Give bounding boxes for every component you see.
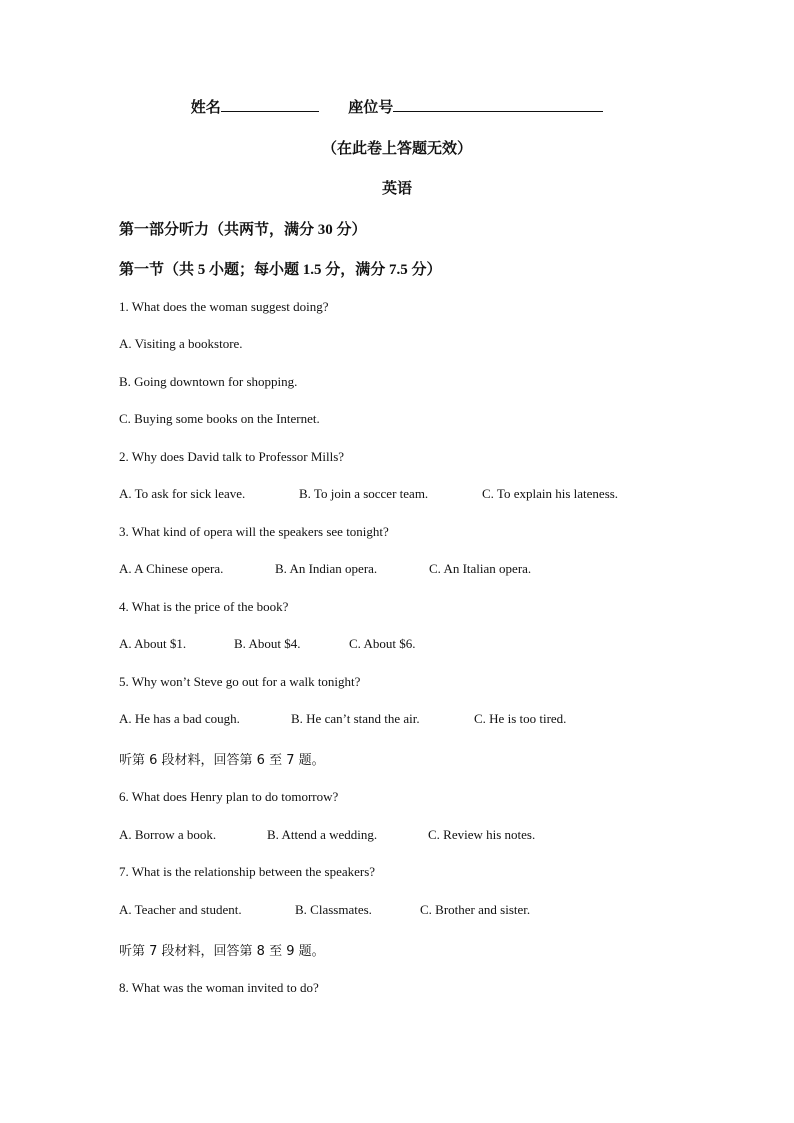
instruction-6: 听第 6 段材料，回答第 6 至 7 题。 <box>119 753 325 768</box>
section-title: 第一节（共 5 小题；每小题 1.5 分，满分 7.5 分） <box>119 262 442 278</box>
q6-option-a: A. Borrow a book. <box>119 827 217 842</box>
q7-option-b: B. Classmates. <box>295 902 372 917</box>
q6-option-c: C. Review his notes. <box>428 827 536 842</box>
question-1: 1. What does the woman suggest doing? <box>119 299 329 314</box>
question-4: 4. What is the price of the book? <box>119 599 289 614</box>
q4-option-b: B. About $4. <box>234 636 301 651</box>
name-blank[interactable] <box>221 97 319 112</box>
question-3: 3. What kind of opera will the speakers see tonight? <box>119 524 389 539</box>
q4-options <box>119 636 415 652</box>
q6-options <box>119 827 535 843</box>
name-label: 姓名 <box>190 100 221 116</box>
seat-blank[interactable] <box>393 97 603 112</box>
q7-option-c: C. Brother and sister. <box>420 902 531 917</box>
question-8: 8. What was the woman invited to do? <box>119 980 319 995</box>
question-2: 2. Why does David talk to Professor Mills? <box>119 449 345 464</box>
q4-option-c: C. About $6. <box>349 636 416 651</box>
q3-option-b: B. An Indian opera. <box>275 561 378 576</box>
q5-options <box>119 711 566 727</box>
part-title: 第一部分听力（共两节，满分 30 分） <box>119 222 367 238</box>
question-5: 5. Why won’t Steve go out for a walk tonight? <box>119 674 361 689</box>
q1-option-b: B. Going downtown for shopping. <box>119 374 298 389</box>
q1-option-a: A. Visiting a bookstore. <box>119 336 243 351</box>
seat-field[interactable] <box>348 96 603 117</box>
name-field[interactable] <box>191 96 319 117</box>
q5-option-a: A. He has a bad cough. <box>119 711 240 726</box>
subject-title: 英语 <box>381 181 412 197</box>
q1-option-c: C. Buying some books on the Internet. <box>119 411 320 426</box>
instruction-7: 听第 7 段材料，回答第 8 至 9 题。 <box>119 944 325 959</box>
notice-text: （在此卷上答题无效） <box>321 141 472 157</box>
question-7: 7. What is the relationship between the speakers? <box>119 864 376 879</box>
q2-options <box>119 486 618 502</box>
q3-option-a: A. A Chinese opera. <box>119 561 224 576</box>
q2-option-c: C. To explain his lateness. <box>482 486 619 501</box>
q2-option-b: B. To join a soccer team. <box>299 486 429 501</box>
question-6: 6. What does Henry plan to do tomorrow? <box>119 789 339 804</box>
header-fields <box>0 96 794 117</box>
q5-option-c: C. He is too tired. <box>474 711 567 726</box>
q7-options <box>119 902 530 918</box>
seat-label: 座位号 <box>348 100 394 116</box>
q3-option-c: C. An Italian opera. <box>429 561 532 576</box>
q2-option-a: A. To ask for sick leave. <box>119 486 246 501</box>
q7-option-a: A. Teacher and student. <box>119 902 242 917</box>
q6-option-b: B. Attend a wedding. <box>267 827 378 842</box>
q3-options <box>119 561 531 577</box>
q5-option-b: B. He can’t stand the air. <box>291 711 420 726</box>
q4-option-a: A. About $1. <box>119 636 187 651</box>
